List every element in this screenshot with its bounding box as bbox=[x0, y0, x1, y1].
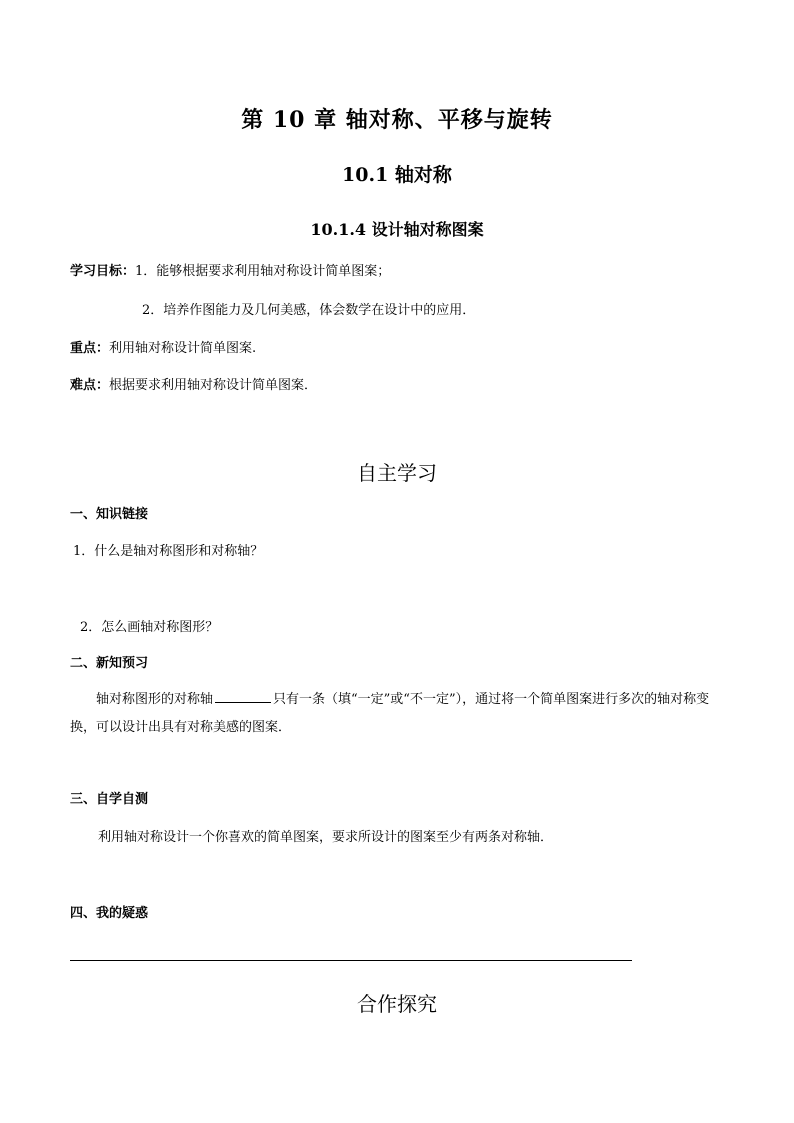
key-point-label: 重点： bbox=[70, 341, 110, 356]
preview-paragraph bbox=[70, 686, 724, 742]
difficulty-text: 根据要求利用轴对称设计简单图案． bbox=[109, 378, 318, 393]
chapter-title: 第 10 章 轴对称、平移与旋转 bbox=[241, 107, 553, 133]
preview-text-before: 轴对称图形的对称轴 bbox=[96, 692, 214, 707]
objective-2: 2．培养作图能力及几何美感，体会数学在设计中的应用． bbox=[142, 303, 476, 318]
self-study-title: 自主学习 bbox=[357, 461, 437, 485]
fill-in-blank[interactable] bbox=[215, 688, 271, 703]
subsection-title: 10.1.4 设计轴对称图案 bbox=[310, 220, 484, 239]
question-2: 2．怎么画轴对称图形？ bbox=[80, 620, 219, 635]
difficulty-label: 难点： bbox=[70, 378, 110, 393]
difficulty bbox=[70, 377, 317, 395]
objective-1: 1．能够根据要求利用轴对称设计简单图案； bbox=[135, 264, 391, 279]
objectives-label: 学习目标： bbox=[70, 264, 136, 279]
key-point bbox=[70, 340, 256, 358]
self-test-heading: 三、自学自测 bbox=[70, 792, 149, 807]
cooperative-title: 合作探究 bbox=[357, 992, 437, 1016]
section-title: 10.1 轴对称 bbox=[342, 164, 452, 186]
preview-heading: 二、新知预习 bbox=[70, 656, 149, 671]
question-1: 1．什么是轴对称图形和对称轴？ bbox=[73, 544, 264, 559]
preview-text-after: 只有一条（填“一定”或“不一定”），通过将一个简单图案进行多次的轴对称变换，可以设计出具有对称美感的图案． bbox=[70, 692, 710, 735]
doubts-heading: 四、我的疑惑 bbox=[70, 906, 149, 921]
objectives-line-1 bbox=[70, 263, 390, 281]
answer-line bbox=[70, 960, 632, 961]
self-test-text: 利用轴对称设计一个你喜欢的简单图案，要求所设计的图案至少有两条对称轴． bbox=[98, 830, 554, 845]
knowledge-link-heading: 一、知识链接 bbox=[70, 507, 149, 522]
key-point-text: 利用轴对称设计简单图案. bbox=[109, 341, 257, 356]
